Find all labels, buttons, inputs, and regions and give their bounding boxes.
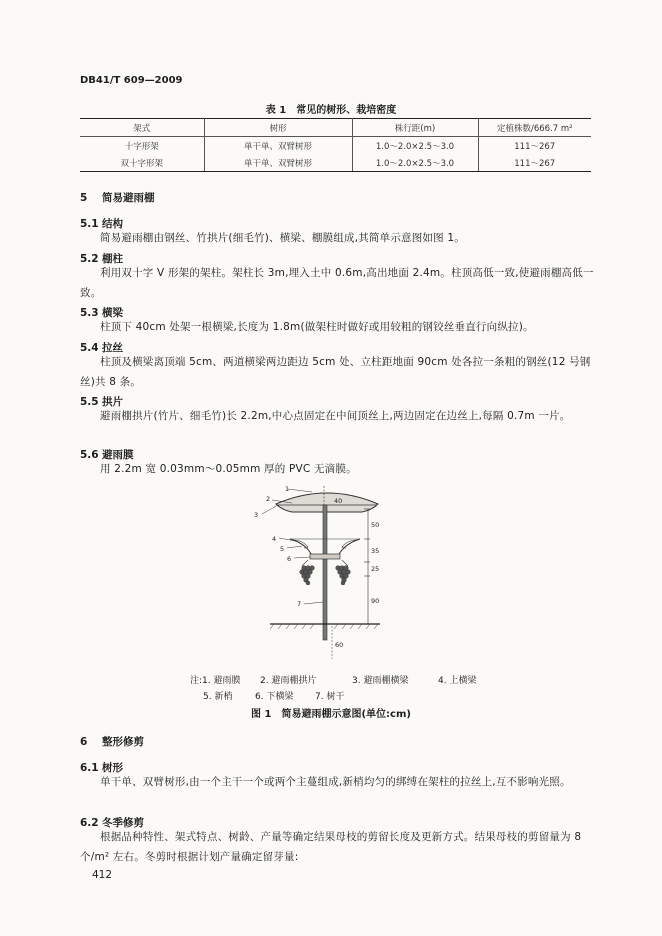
- section-5-heading: 5 简易避雨棚: [80, 192, 155, 204]
- legend-item: 3. 避雨棚横梁: [352, 676, 409, 686]
- section-5-6-heading: 5.6 避雨膜: [80, 449, 134, 461]
- legend-item: 2. 避雨棚拱片: [260, 676, 317, 686]
- table-header-row: [80, 119, 591, 137]
- table-cell: 双十字形架: [80, 154, 204, 172]
- section-5-3-heading: 5.3 横梁: [80, 307, 123, 319]
- callout-1: 1: [285, 485, 290, 493]
- legend-item: 1. 避雨膜: [202, 676, 241, 686]
- dim-25: 25: [371, 565, 380, 573]
- table-cell: 111～267: [478, 137, 591, 155]
- col-header: 树形: [204, 119, 352, 137]
- planting-density-table: [80, 118, 591, 172]
- legend-item: 4. 上横梁: [438, 676, 477, 686]
- table-caption: 表 1 常见的树形、栽培密度: [265, 105, 397, 116]
- section-6-1-text: 单干单、双臂树形,由一个主干一个或两个主蔓组成,新梢均匀的绑缚在架柱的拉丝上,互不影响光照。: [100, 776, 571, 788]
- callout-7: 7: [297, 600, 302, 608]
- new-shoot-right: [342, 540, 358, 548]
- legend-item: 7. 树干: [315, 692, 345, 702]
- table-cell: 单干单、双臂树形: [204, 154, 352, 172]
- dim-40: 40: [334, 497, 343, 505]
- figure-legend-row-2: [203, 689, 344, 702]
- grape-cluster-right: [336, 566, 351, 585]
- dim-50: 50: [371, 521, 380, 529]
- callout-4: 4: [272, 535, 277, 543]
- col-header: 定植株数/666.7 m²: [478, 119, 591, 137]
- callout-3: 3: [254, 511, 259, 519]
- section-5-5-text: 避雨棚拱片(竹片、细毛竹)长 2.2m,中心点固定在中间顶丝上,两边固定在边丝上,每隔 0.7m 一片。: [100, 410, 571, 422]
- dim-90: 90: [371, 597, 380, 605]
- lower-crossbeam: [310, 554, 340, 559]
- section-5-5-heading: 5.5 拱片: [80, 396, 123, 408]
- section-5-2-text: 利用双十字 V 形架的架柱。架柱长 3m,埋入土中 0.6m,高出地面 2.4m。柱顶高低一致,使避雨棚高低一致。: [80, 267, 594, 299]
- section-5-4-heading: 5.4 拉丝: [80, 342, 123, 354]
- table-cell: 1.0～2.0×2.5～3.0: [352, 154, 478, 172]
- section-5-3-text: 柱顶下 40cm 处架一根横梁,长度为 1.8m(做架柱时做好或用较粗的钢铰丝垂直行向纵拉)。: [100, 321, 534, 333]
- callout-6: 6: [287, 555, 292, 563]
- legend-item: 6. 下横梁: [255, 692, 294, 702]
- section-6-2-heading: 6.2 冬季修剪: [80, 817, 144, 829]
- section-5-4-text: 柱顶及横梁离顶端 5cm、两道横梁两边距边 5cm 处、立柱距地面 90cm 处各拉一条粗的钢丝(12 号钢丝)共 8 条。: [80, 356, 591, 388]
- table-cell: 111～267: [478, 154, 591, 172]
- section-5-1-text: 简易避雨棚由钢丝、竹拱片(细毛竹)、横梁、棚膜组成,其简单示意图如图 1。: [100, 232, 465, 244]
- section-6-1-heading: 6.1 树形: [80, 762, 123, 774]
- section-6-2-text: 根据品种特性、架式特点、树龄、产量等确定结果母枝的剪留长度及更新方式。结果母枝的剪留量为 8 个/m² 左右。冬剪时根据计划产量确定留芽量:: [80, 831, 582, 863]
- legend-item: 5. 新梢: [203, 692, 233, 702]
- table-row: [80, 137, 591, 155]
- callout-2: 2: [266, 495, 271, 503]
- section-5-1-heading: 5.1 结构: [80, 218, 123, 230]
- page-number: 412: [92, 869, 113, 881]
- section-6-heading: 6 整形修剪: [80, 736, 144, 748]
- rain-shelter-diagram: [252, 484, 402, 664]
- figure-caption: 图 1 简易避雨棚示意图(单位:cm): [251, 709, 411, 720]
- dim-60: 60: [335, 641, 344, 649]
- table-cell: 1.0～2.0×2.5～3.0: [352, 137, 478, 155]
- post: [323, 505, 327, 640]
- figure-legend-row-1: 注:1. 避雨膜 2. 避雨棚拱片 3. 避雨棚横梁 4. 上横梁: [190, 673, 477, 686]
- table-cell: 十字形架: [80, 137, 204, 155]
- table-row: [80, 154, 591, 172]
- dim-35: 35: [371, 547, 380, 555]
- doc-id: DB41/T 609—2009: [80, 75, 183, 86]
- section-5-6-text: 用 2.2m 宽 0.03mm～0.05mm 厚的 PVC 无滴膜。: [100, 463, 357, 475]
- table-cell: 单干单、双臂树形: [204, 137, 352, 155]
- callout-5: 5: [280, 545, 285, 553]
- col-header: 架式: [80, 119, 204, 137]
- col-header: 株行距(m): [352, 119, 478, 137]
- grape-cluster-left: [300, 566, 315, 585]
- section-5-2-heading: 5.2 棚柱: [80, 253, 123, 265]
